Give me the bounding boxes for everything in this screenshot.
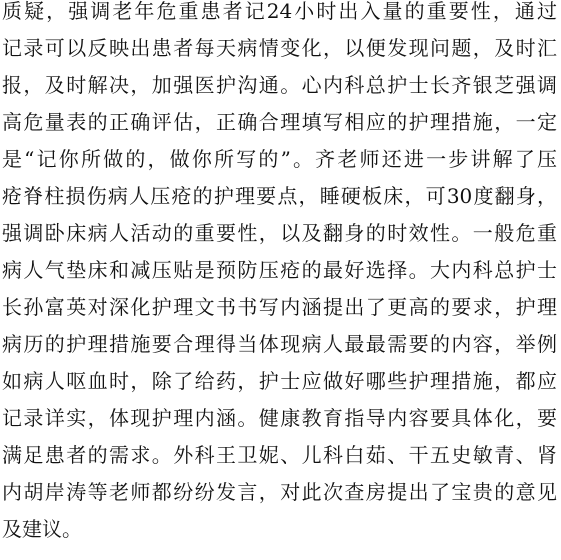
text-line-13: 满足患者的需求。外科王卫妮、儿科白茹、干五史敏青、肾 — [2, 443, 557, 467]
text-line-14: 内胡岸涛等老师都纷纷发言，对此次查房提出了宝贵的意见 — [2, 480, 557, 504]
text-line-6: 疮脊柱损伤病人压疮的护理要点，睡硬板床，可30度翻身， — [2, 184, 557, 208]
text-line-10: 病历的护理措施要合理得当体现病人最最需要的内容，举例 — [2, 332, 557, 356]
text-line-1: 质疑，强调老年危重患者记24小时出入量的重要性，通过 — [2, 0, 557, 23]
text-line-9: 长孙富英对深化护理文书书写内涵提出了更高的要求，护理 — [2, 295, 557, 319]
text-line-15: 及建议。 — [2, 517, 82, 541]
text-line-11: 如病人呕血时，除了给药，护士应做好哪些护理措施，都应 — [2, 369, 557, 393]
text-line-2: 记录可以反映出患者每天病情变化，以便发现问题，及时汇 — [2, 36, 557, 60]
text-line-4: 高危量表的正确评估，正确合理填写相应的护理措施，一定 — [2, 110, 557, 134]
text-line-7: 强调卧床病人活动的重要性，以及翻身的时效性。一般危重 — [2, 221, 557, 245]
text-line-12: 记录详实，体现护理内涵。健康教育指导内容要具体化，要 — [2, 406, 557, 430]
text-line-3: 报，及时解决，加强医护沟通。心内科总护士长齐银芝强调 — [2, 73, 557, 97]
text-line-5: 是“记你所做的，做你所写的”。齐老师还进一步讲解了压 — [2, 147, 557, 171]
text-line-8: 病人气垫床和减压贴是预防压疮的最好选择。大内科总护士 — [2, 258, 557, 282]
